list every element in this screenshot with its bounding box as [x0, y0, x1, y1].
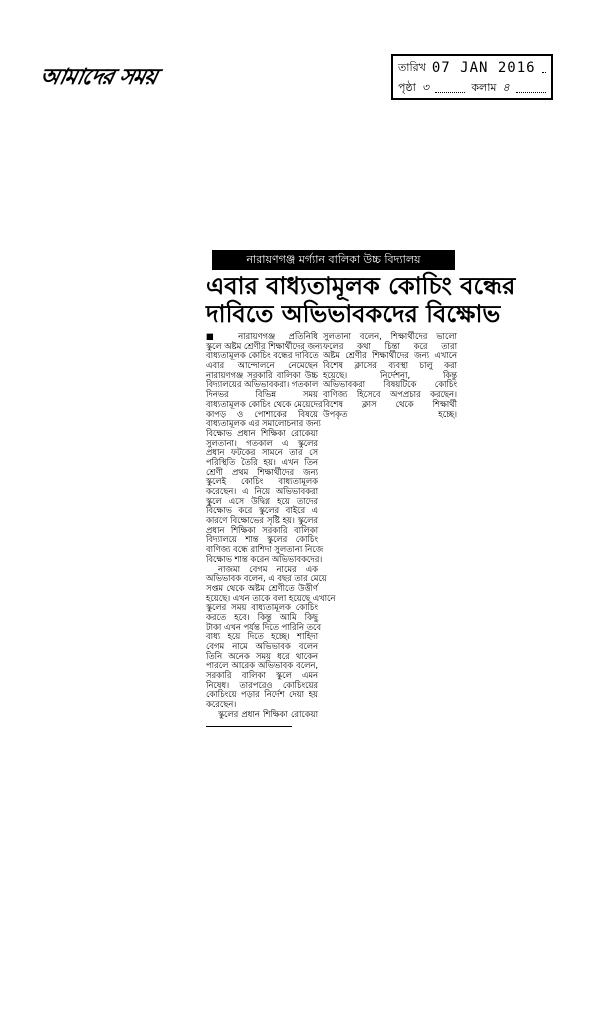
clipping-stamp: [391, 54, 553, 100]
page-label: পৃষ্ঠা: [398, 81, 416, 94]
article-text-line: বাধ্য হয়ে দিতে হচ্ছে। শাহিদা: [206, 631, 318, 642]
article-text-line: সুলতানা। গতকাল এ স্কুলের: [206, 437, 318, 448]
article-column-2: [323, 332, 457, 419]
article-text-line: অভিভাবকরা বিষয়টিকে কোচিং: [323, 379, 457, 390]
dotted-line: [516, 84, 546, 93]
column-end-rule: [206, 726, 292, 727]
article-text-line: বিদ্যালয়ের অভিভাবকরা। গতকাল: [206, 379, 319, 390]
article-text-line: পরিস্থিতি তৈরি হয়। এখন তিন: [206, 456, 318, 467]
column-value: ৪: [502, 81, 510, 94]
article-text-line: দিনভর বিভিন্ন সময়: [206, 389, 318, 400]
date-value: 07 JAN 2016: [431, 60, 536, 76]
article-text-line: বিক্ষোভ শান্ত করেন অভিভাবকদের।: [206, 553, 323, 564]
article-text-line: বিক্ষোভ প্রধান শিক্ষিকা রোকেয়া: [206, 427, 318, 438]
article-text-line: ■ নারায়ণগঞ্জ প্রতিনিধি: [206, 331, 318, 341]
article-text-line: অষ্টম শ্রেণীর শিক্ষার্থীদের জন্য এখানে: [323, 350, 457, 361]
article-text-line: ফলের কথা চিন্তা করে তারা: [323, 340, 457, 351]
article-text-line: সপ্তম থেকে অষ্টম শ্রেণীতে উত্তীর্ণ: [206, 582, 318, 593]
article-text-line: করেছেন। এ নিয়ে অভিভাবকরা: [206, 486, 318, 496]
article-text-line: পারলে আরেক অভিভাবক বলেন,: [206, 660, 318, 671]
article-text-line: টাকা এখন পর্যন্ত দিতে পারিনি তবে: [206, 621, 322, 632]
article-text-line: করতে হবে। কিন্তু আমি কিছু: [206, 611, 318, 622]
article-text-line: অভিভাবক বলেন, এ বছর তার মেয়ে: [206, 573, 327, 584]
date-label: তারিখ: [398, 61, 426, 74]
article-text-line: বিদ্যালয়ে শান্ত স্কুলের কোচিং: [206, 534, 318, 545]
article-text-line: স্কুলে এসে উদ্বিগ্ন হয়ে তাদের: [206, 495, 318, 506]
article-text-line: প্রধান শিক্ষিকা সরকারি বালিকা: [206, 524, 318, 535]
dotted-line: [435, 84, 465, 93]
page-value: ৩: [421, 81, 429, 94]
article-text-line: বাণিজ্য বন্ধে রাশিদা সুলতানা নিজে: [206, 544, 324, 555]
dotted-line: [542, 64, 546, 73]
article-text-line: সরকারি বালিকা স্কুলে এমন: [206, 670, 318, 681]
article-text-line: কোচিংয়ে পড়ার নির্দেশ দেয়া হয়: [206, 689, 318, 700]
article-text-line: স্কুলে অষ্টম শ্রেণীর শিক্ষার্থীদের জন্য: [206, 340, 323, 351]
article-text-line: এবার আন্দোলনে নেমেছেন: [206, 360, 318, 371]
article-text-line: বিশেষ ক্লাসের ব্যবস্থা চালু করা: [323, 360, 457, 371]
newspaper-masthead-logo: আমাদের সময়: [37, 65, 159, 90]
article-headline: [206, 272, 516, 328]
article-text-line: হয়েছে। নির্দেশনা, কিন্তু: [323, 369, 457, 380]
article-text-line: তিনি অনেক সময় ধরে থাকেন: [206, 650, 318, 661]
article-text-line: বাধ্যতামূলক কোচিং থেকে মেয়েদের: [206, 398, 323, 409]
article-text-line: স্কুলেই কোচিং বাধ্যতামূলক: [206, 476, 318, 487]
article-text-line: কারণে বিক্ষোভের সৃষ্টি হয়। স্কুলের: [206, 515, 318, 526]
article-text-line: স্কুলের প্রধান শিক্ষিকা রোকেয়া: [218, 708, 318, 719]
article-text-line: বিশেষ ক্লাস থেকে শিক্ষার্থী: [323, 398, 457, 409]
article-kicker: নারায়ণগঞ্জ মর্গ্যান বালিকা উচ্চ বিদ্যালয়: [212, 250, 455, 270]
article-text-line: করেছেন।: [206, 699, 237, 710]
article-text-line: শ্রেণী প্রথম শিক্ষার্থীদের জন্য: [206, 466, 318, 477]
headline-line: দাবিতে অভিভাবকদের বিক্ষোভ: [206, 300, 501, 328]
article-text-line: বাধ্যতামূলক এর সমালোচনার জন্য: [206, 418, 321, 429]
article-column-1: [206, 331, 336, 720]
article-text-line: প্রধান ফটকের সামনে তার সে: [206, 447, 318, 458]
article-text-line: সুলতানা বলেন, শিক্ষার্থীদের ভালো: [323, 331, 457, 341]
article-text-line: হয়েছে। এখন তাকে বলা হয়েছে এখানে: [206, 592, 336, 603]
article-text-line: বাণিজ্য হিসেবে অপপ্রচার করছেন।: [323, 389, 457, 400]
headline-line: এবার বাধ্যতামূলক কোচিং বন্ধের: [206, 272, 516, 300]
article-text-line: উপকৃত হচ্ছে।: [323, 408, 457, 419]
article-text-line: কাপড় ও পোশাকের বিষয়ে: [206, 408, 318, 419]
article-text-line: বিক্ষোভ করে স্কুলের বাইরে এ: [206, 505, 318, 516]
article-text-line: বেগম নামে অভিভাবক বলেন: [206, 641, 318, 651]
article-text-line: স্কুলের সময় বাধ্যতামূলক কোচিং: [206, 602, 318, 613]
article-text-line: নারায়ণগঞ্জ সরকারি বালিকা উচ্চ: [206, 369, 318, 380]
article-text-line: নাজমা বেগম নামের এক: [218, 563, 318, 574]
article-text-line: নিষেধ। তারপরেও কোচিংয়ের: [206, 679, 318, 690]
article-text-line: বাধ্যতামূলক কোচিং বন্ধের দাবিতে: [206, 350, 319, 361]
column-label: কলাম: [471, 81, 497, 94]
